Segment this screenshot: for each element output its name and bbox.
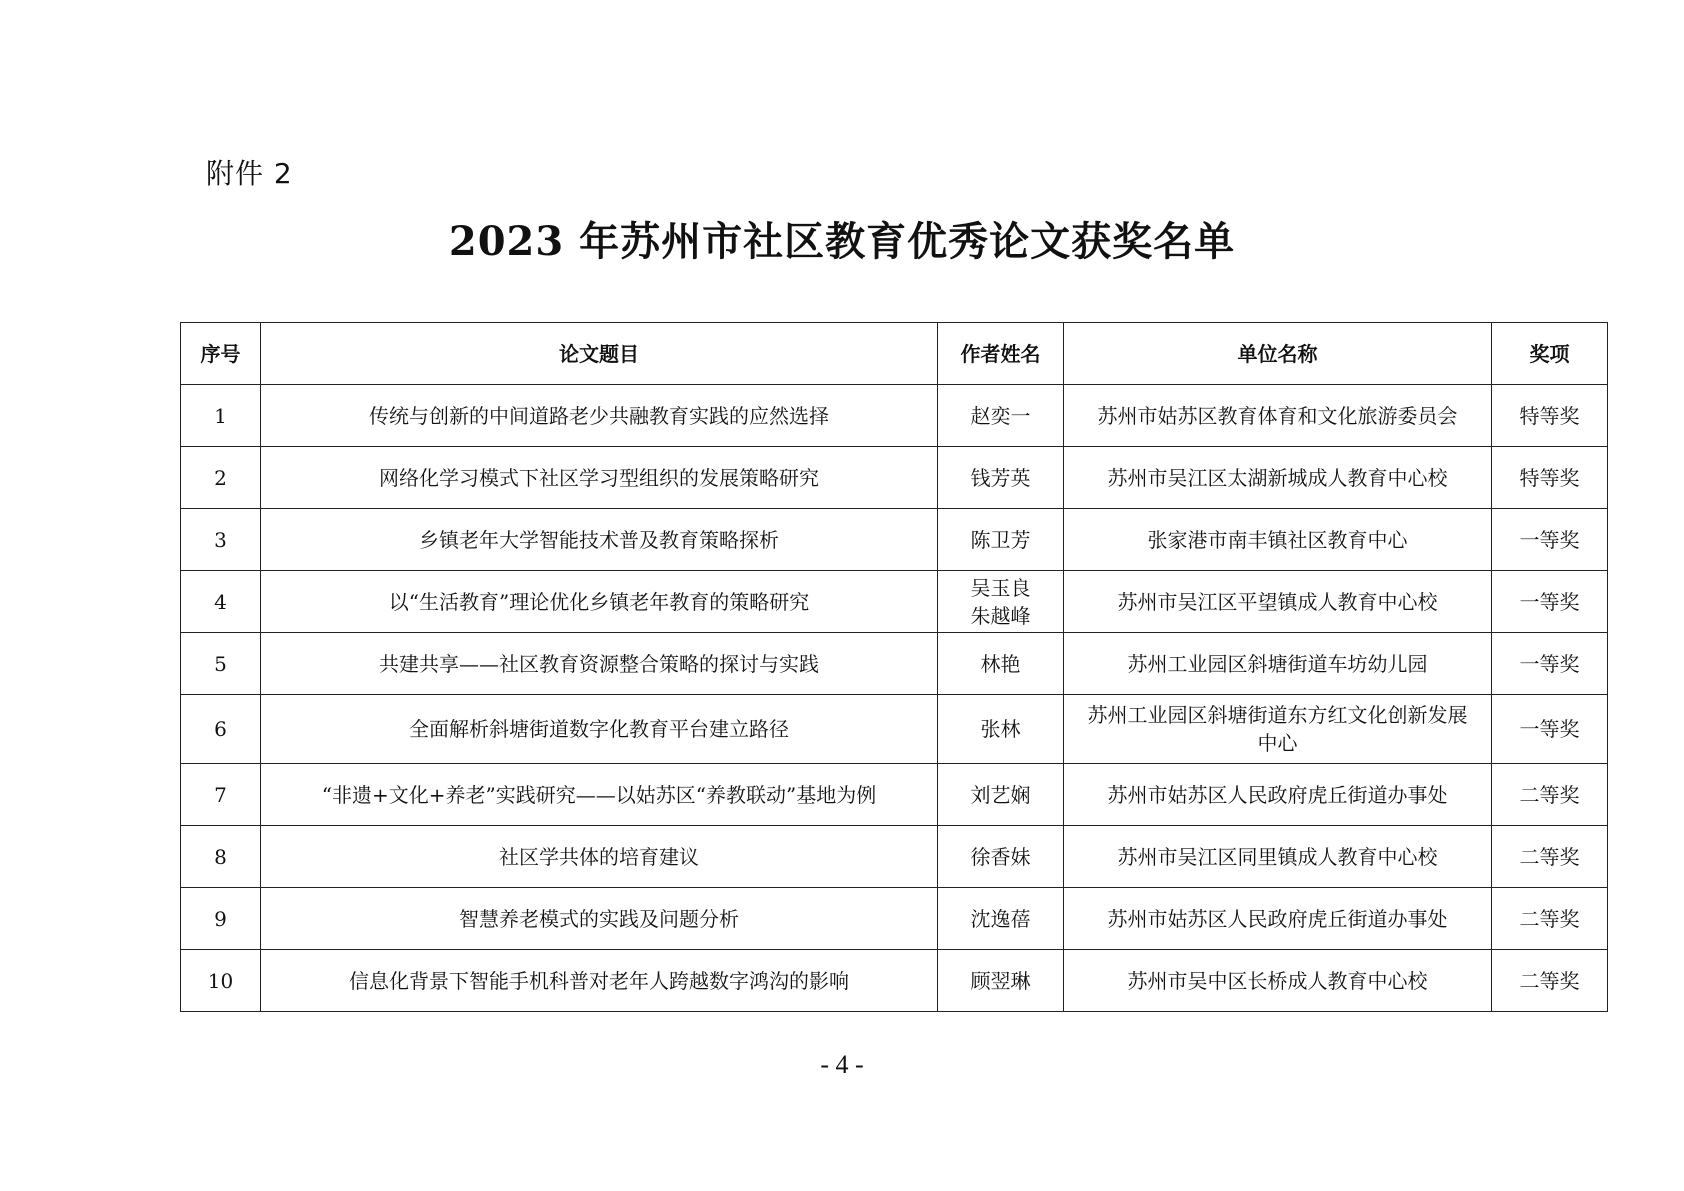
row-author: 徐香妹 <box>938 826 1064 888</box>
row-unit: 苏州市吴江区太湖新城成人教育中心校 <box>1064 447 1492 509</box>
row-paper-title: 共建共享——社区教育资源整合策略的探讨与实践 <box>261 633 938 695</box>
table-row <box>181 385 1608 447</box>
row-author: 张林 <box>938 695 1064 764</box>
row-award: 一等奖 <box>1492 571 1608 633</box>
table-row <box>181 571 1608 633</box>
header-award: 奖项 <box>1492 323 1608 385</box>
row-award: 二等奖 <box>1492 764 1608 826</box>
row-unit: 张家港市南丰镇社区教育中心 <box>1064 509 1492 571</box>
row-unit: 苏州市吴中区长桥成人教育中心校 <box>1064 950 1492 1012</box>
row-unit: 苏州市吴江区同里镇成人教育中心校 <box>1064 826 1492 888</box>
table-row <box>181 633 1608 695</box>
row-award: 一等奖 <box>1492 695 1608 764</box>
row-award: 特等奖 <box>1492 385 1608 447</box>
row-no: 2 <box>181 447 261 509</box>
row-author: 钱芳英 <box>938 447 1064 509</box>
row-no: 8 <box>181 826 261 888</box>
row-no: 10 <box>181 950 261 1012</box>
row-paper-title: 网络化学习模式下社区学习型组织的发展策略研究 <box>261 447 938 509</box>
document-title: 2023 年苏州市社区教育优秀论文获奖名单 <box>448 218 1236 265</box>
row-author: 陈卫芳 <box>938 509 1064 571</box>
row-unit-line: 苏州工业园区斜塘街道东方红文化创新发展 <box>1087 703 1468 727</box>
table-row <box>181 509 1608 571</box>
row-unit-line: 中心 <box>1257 731 1298 755</box>
row-unit: 苏州市姑苏区人民政府虎丘街道办事处 <box>1064 888 1492 950</box>
row-no: 7 <box>181 764 261 826</box>
row-paper-title: 全面解析斜塘街道数字化教育平台建立路径 <box>261 695 938 764</box>
table-row <box>181 764 1608 826</box>
attachment-label: 附件 2 <box>206 157 293 190</box>
row-paper-title: 信息化背景下智能手机科普对老年人跨越数字鸿沟的影响 <box>261 950 938 1012</box>
row-author <box>938 571 1064 633</box>
row-no: 4 <box>181 571 261 633</box>
header-no: 序号 <box>181 323 261 385</box>
row-author: 顾翌琳 <box>938 950 1064 1012</box>
page-number: - 4 - <box>820 1050 864 1079</box>
row-unit: 苏州市姑苏区人民政府虎丘街道办事处 <box>1064 764 1492 826</box>
row-author: 沈逸蓓 <box>938 888 1064 950</box>
row-unit: 苏州工业园区斜塘街道车坊幼儿园 <box>1064 633 1492 695</box>
row-unit: 苏州市吴江区平望镇成人教育中心校 <box>1064 571 1492 633</box>
row-no: 1 <box>181 385 261 447</box>
row-no: 6 <box>181 695 261 764</box>
row-paper-title: 智慧养老模式的实践及问题分析 <box>261 888 938 950</box>
header-paper-title: 论文题目 <box>261 323 938 385</box>
row-award: 二等奖 <box>1492 950 1608 1012</box>
row-paper-title: 乡镇老年大学智能技术普及教育策略探析 <box>261 509 938 571</box>
table-row <box>181 447 1608 509</box>
row-author: 林艳 <box>938 633 1064 695</box>
row-award: 二等奖 <box>1492 826 1608 888</box>
table-row <box>181 695 1608 764</box>
row-award: 特等奖 <box>1492 447 1608 509</box>
row-author: 刘艺娴 <box>938 764 1064 826</box>
row-paper-title: 社区学共体的培育建议 <box>261 826 938 888</box>
row-award: 一等奖 <box>1492 633 1608 695</box>
row-author: 赵奕一 <box>938 385 1064 447</box>
table-row <box>181 888 1608 950</box>
row-paper-title: “非遗+文化+养老”实践研究——以姑苏区“养教联动”基地为例 <box>261 764 938 826</box>
row-author-line: 吴玉良 <box>970 575 1031 600</box>
row-unit <box>1064 695 1492 764</box>
table-row <box>181 950 1608 1012</box>
row-no: 3 <box>181 509 261 571</box>
table-row <box>181 826 1608 888</box>
row-award: 一等奖 <box>1492 509 1608 571</box>
row-award: 二等奖 <box>1492 888 1608 950</box>
award-table <box>180 322 1608 1012</box>
row-paper-title: 以“生活教育”理论优化乡镇老年教育的策略研究 <box>261 571 938 633</box>
header-unit: 单位名称 <box>1064 323 1492 385</box>
row-no: 5 <box>181 633 261 695</box>
row-paper-title: 传统与创新的中间道路老少共融教育实践的应然选择 <box>261 385 938 447</box>
row-no: 9 <box>181 888 261 950</box>
table-header-row <box>181 323 1608 385</box>
header-author: 作者姓名 <box>938 323 1064 385</box>
row-unit: 苏州市姑苏区教育体育和文化旅游委员会 <box>1064 385 1492 447</box>
row-author-line: 朱越峰 <box>970 603 1031 628</box>
